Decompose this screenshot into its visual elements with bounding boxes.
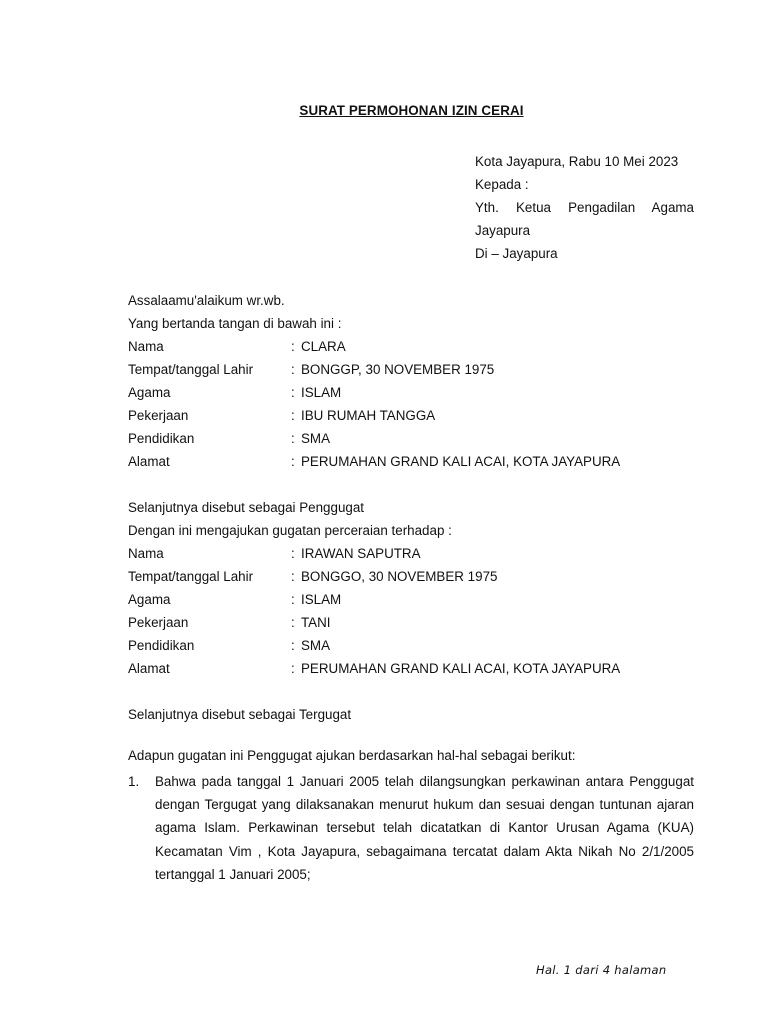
colon-separator: : <box>291 431 295 446</box>
field-label: Pendidikan <box>128 431 195 446</box>
recipient-line-2: Jayapura <box>475 223 531 238</box>
colon-separator: : <box>291 638 295 653</box>
to-label: Kepada : <box>475 177 529 192</box>
defendant-designation: Selanjutnya disebut sebagai Tergugat <box>128 707 352 722</box>
defendant-row <box>128 565 497 588</box>
field-label: Pekerjaan <box>128 615 189 630</box>
field-value: PERUMAHAN GRAND KALI ACAI, KOTA JAYAPURA <box>301 661 621 676</box>
colon-separator: : <box>291 592 295 607</box>
greeting: Assalaamu'alaikum wr.wb. <box>128 293 285 308</box>
colon-separator: : <box>291 362 295 377</box>
field-label: Agama <box>128 385 171 400</box>
colon-separator: : <box>291 661 295 676</box>
field-value: IRAWAN SAPUTRA <box>301 546 421 561</box>
field-label: Alamat <box>128 454 170 469</box>
field-value: SMA <box>301 431 331 446</box>
defendant-row <box>128 634 330 657</box>
plaintiff-row <box>128 381 341 404</box>
field-value: IBU RUMAH TANGGA <box>301 408 436 423</box>
field-value: CLARA <box>301 339 346 354</box>
field-label: Tempat/tanggal Lahir <box>128 569 254 584</box>
field-label: Alamat <box>128 661 170 676</box>
page-footer: Hal. 1 dari 4 halaman <box>536 963 667 977</box>
recipient-location: Di – Jayapura <box>475 246 558 261</box>
defendant-row <box>128 657 620 680</box>
grounds-intro: Adapun gugatan ini Penggugat ajukan berdasarkan hal-hal sebagai berikut: <box>128 748 576 763</box>
plaintiff-designation: Selanjutnya disebut sebagai Penggugat <box>128 500 365 515</box>
defendant-row <box>128 611 331 634</box>
list-item-text: Bahwa pada tanggal 1 Januari 2005 telah dilangsungkan perkawinan antara Penggugat dengan Tergugat yang dilaksanakan menurut hukum dan sesuai dengan tuntunan ajaran agama Islam. Perkawinan tersebut telah dicatatkan di Kantor Urusan Agama (KUA) Kecamatan Vim , Kota Jayapura, sebagaimana tercatat dalam Akta Nikah No 2/1/2005 tertanggal 1 Januari 2005; <box>155 774 694 882</box>
field-value: BONGGO, 30 NOVEMBER 1975 <box>301 569 498 584</box>
list-number: 1. <box>128 774 140 789</box>
defendant-row <box>128 542 421 565</box>
plaintiff-row <box>128 427 330 450</box>
colon-separator: : <box>291 569 295 584</box>
colon-separator: : <box>291 546 295 561</box>
plaintiff-row <box>128 450 620 473</box>
field-value: ISLAM <box>301 592 342 607</box>
signer-intro: Yang bertanda tangan di bawah ini : <box>128 316 342 331</box>
plaintiff-row <box>128 404 435 427</box>
colon-separator: : <box>291 454 295 469</box>
field-label: Pendidikan <box>128 638 195 653</box>
field-value: BONGGP, 30 NOVEMBER 1975 <box>301 362 495 377</box>
defendant-row <box>128 588 341 611</box>
colon-separator: : <box>291 615 295 630</box>
colon-separator: : <box>291 408 295 423</box>
address-block <box>475 150 694 265</box>
field-value: ISLAM <box>301 385 342 400</box>
field-value: TANI <box>301 615 331 630</box>
grounds-list-item <box>128 770 694 886</box>
field-label: Nama <box>128 339 164 354</box>
colon-separator: : <box>291 339 295 354</box>
field-label: Agama <box>128 592 171 607</box>
field-value: PERUMAHAN GRAND KALI ACAI, KOTA JAYAPURA <box>301 454 621 469</box>
field-label: Pekerjaan <box>128 408 189 423</box>
plaintiff-row <box>128 335 346 358</box>
colon-separator: : <box>291 385 295 400</box>
recipient-line-1: Yth. Ketua Pengadilan Agama <box>475 200 694 215</box>
field-label: Nama <box>128 546 164 561</box>
field-value: SMA <box>301 638 331 653</box>
document-title: SURAT PERMOHONAN IZIN CERAI <box>299 103 524 118</box>
field-label: Tempat/tanggal Lahir <box>128 362 254 377</box>
defendant-intro: Dengan ini mengajukan gugatan perceraian terhadap : <box>128 523 452 538</box>
plaintiff-row <box>128 358 494 381</box>
place-date: Kota Jayapura, Rabu 10 Mei 2023 <box>475 154 679 169</box>
